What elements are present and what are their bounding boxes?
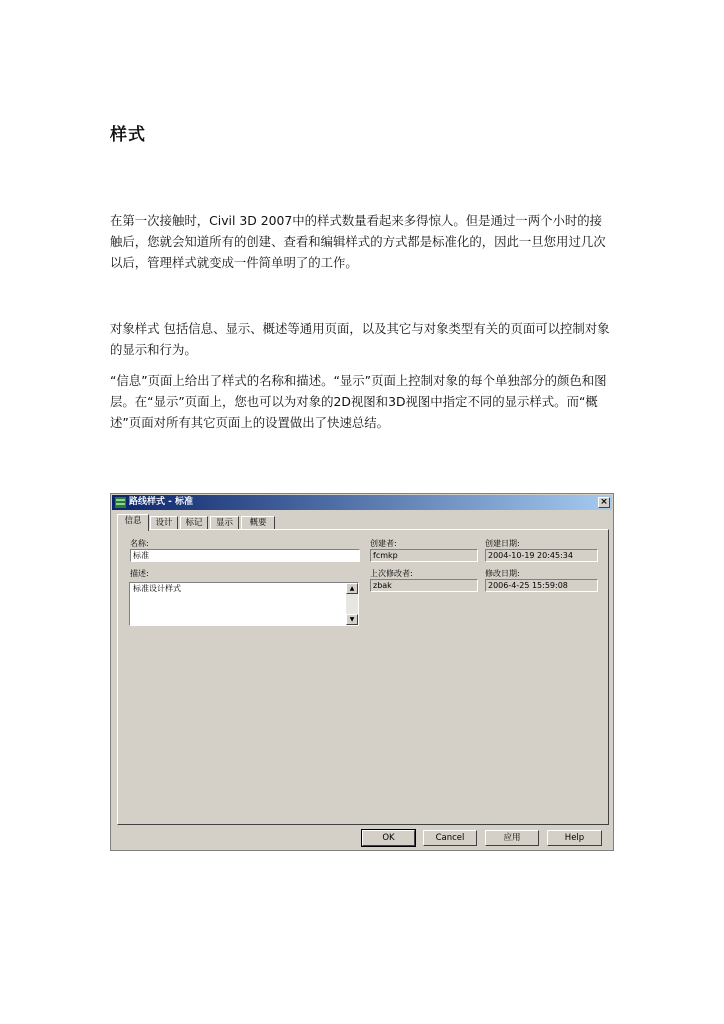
- description-textarea[interactable]: [129, 582, 359, 626]
- name-label: 名称:: [130, 539, 149, 548]
- description-label: 描述:: [130, 569, 149, 578]
- date-modified-label: 修改日期:: [485, 569, 520, 578]
- scroll-up-icon[interactable]: ▲: [346, 583, 358, 594]
- tab-markers[interactable]: 标记: [180, 516, 208, 530]
- scroll-down-icon[interactable]: ▼: [346, 614, 358, 625]
- tab-summary[interactable]: 概要: [241, 516, 275, 530]
- alignment-style-dialog: [110, 493, 614, 851]
- close-button[interactable]: ×: [598, 497, 610, 508]
- information-panel: [117, 529, 609, 825]
- date-modified-field: 2006-4-25 15:59:08: [485, 579, 598, 592]
- last-modified-by-label: 上次修改者:: [370, 569, 413, 578]
- description-scrollbar[interactable]: [346, 583, 358, 625]
- paragraph-object-styles: 对象样式 包括信息、显示、概述等通用页面，以及其它与对象类型有关的页面可以控制对象的显示和行为。: [110, 321, 610, 357]
- name-field[interactable]: 标准: [130, 549, 360, 562]
- created-by-field: fcmkp: [370, 549, 478, 562]
- section-heading: 样式: [110, 125, 146, 145]
- description-text: 标准设计样式: [133, 584, 181, 593]
- tab-information[interactable]: 信息: [117, 514, 149, 531]
- dialog-titlebar: [112, 495, 612, 510]
- cancel-button[interactable]: Cancel: [423, 830, 477, 846]
- tab-design[interactable]: 设计: [150, 516, 178, 530]
- paragraph-intro: 在第一次接触时，Civil 3D 2007中的样式数量看起来多得惊人。但是通过一两个小时的接触后，您就会知道所有的创建、查看和编辑样式的方式都是标准化的，因此一旦您用过几次以后，管理样式就变成一件简单明了的工作。: [110, 213, 606, 270]
- help-button[interactable]: Help: [547, 830, 602, 846]
- tab-display[interactable]: 显示: [210, 516, 239, 530]
- date-created-field: 2004-10-19 20:45:34: [485, 549, 598, 562]
- dialog-title: 路线样式 - 标准: [129, 497, 194, 507]
- last-modified-by-field: zbak: [370, 579, 478, 592]
- apply-button[interactable]: 应用: [485, 830, 539, 846]
- dialog-app-icon: [115, 497, 126, 508]
- paragraph-pages: “信息”页面上给出了样式的名称和描述。“显示”页面上控制对象的每个单独部分的颜色和图层。在“显示”页面上，您也可以为对象的2D视图和3D视图中指定不同的显示样式。而“概述”页面对所有其它页面上的设置做出了快速总结。: [110, 373, 607, 430]
- date-created-label: 创建日期:: [485, 539, 520, 548]
- created-by-label: 创建者:: [370, 539, 397, 548]
- ok-button[interactable]: OK: [362, 830, 415, 846]
